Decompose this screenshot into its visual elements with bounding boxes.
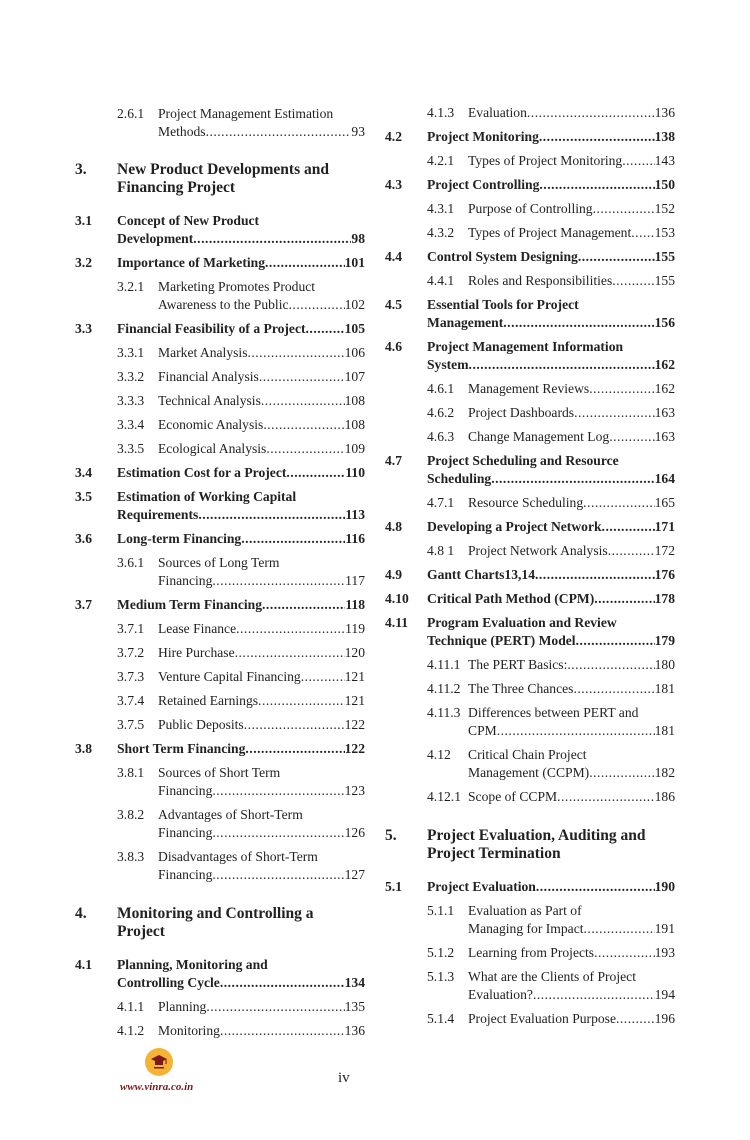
page-ref: 135 [344, 999, 365, 1014]
entry-number: 2.6.1 [117, 106, 145, 121]
dot-leader [593, 200, 655, 218]
dot-leader [206, 123, 352, 141]
page-ref: 196 [654, 1011, 675, 1026]
dot-leader [220, 1022, 345, 1040]
entry-title: Project Evaluation [427, 879, 536, 894]
page-ref: 121 [344, 693, 365, 708]
dot-leader [584, 920, 655, 938]
entry-number: 4.10 [385, 591, 409, 606]
entry-title: System [427, 357, 469, 372]
dot-leader [616, 1010, 655, 1028]
page-ref: 134 [344, 975, 365, 990]
page-ref: 113 [345, 507, 365, 522]
page-ref: 119 [345, 621, 365, 636]
entry-title: Retained Earnings [158, 693, 259, 708]
page-ref: 152 [654, 201, 675, 216]
dot-leader [533, 986, 655, 1004]
entry-number: 4.1.2 [117, 1023, 145, 1038]
dot-leader [245, 740, 344, 758]
entry-number: 4.6.1 [427, 381, 455, 396]
entry-title: Monitoring [158, 1023, 220, 1038]
dot-leader [193, 230, 351, 248]
page-ref: 98 [351, 231, 365, 246]
page-ref: 180 [654, 657, 675, 672]
entry-number: 4.12.1 [427, 789, 461, 804]
entry-title: Planning [158, 999, 207, 1014]
entry-title: Sources of Short Term [158, 765, 281, 780]
entry-title: Roles and Responsibilities [468, 273, 613, 288]
page-ref: 108 [344, 417, 365, 432]
entry-number: 3.6 [75, 531, 92, 546]
entry-title: Short Term Financing [117, 741, 246, 756]
page-ref: 126 [344, 825, 365, 840]
dot-leader [612, 272, 654, 290]
entry-title: Evaluation? [468, 987, 533, 1002]
entry-title: Change Management Log [468, 429, 610, 444]
entry-title: Estimation Cost for a Project [117, 465, 287, 480]
entry-title: Resource Scheduling [468, 495, 584, 510]
dot-leader [261, 392, 345, 410]
entry-title: Public Deposits [158, 717, 244, 732]
page-ref: 110 [345, 465, 365, 480]
dot-leader [583, 494, 654, 512]
dot-leader [301, 668, 345, 686]
entry-number: 3.5 [75, 489, 92, 504]
page-ref: 163 [654, 429, 675, 444]
page-ref: 143 [654, 153, 675, 168]
entry-number: 5.1.1 [427, 903, 455, 918]
entry-title: Project Dashboards [468, 405, 575, 420]
entry-number: 4.5 [385, 297, 402, 312]
dot-leader [594, 944, 655, 962]
entry-title: Awareness to the Public [158, 297, 289, 312]
page-ref: 117 [345, 573, 365, 588]
dot-leader [573, 680, 654, 698]
entry-title: Project Management Estimation [158, 106, 334, 121]
dot-leader [602, 518, 655, 536]
entry-title: Project Network Analysis [468, 543, 608, 558]
page-ref: 171 [654, 519, 675, 534]
page-ref: 118 [345, 597, 365, 612]
entry-number: 4.6 [385, 339, 402, 354]
dot-leader [306, 320, 345, 338]
dot-leader [263, 416, 344, 434]
entry-number: 5.1.4 [427, 1011, 455, 1026]
dot-leader [589, 380, 654, 398]
entry-title: Purpose of Controlling [468, 201, 593, 216]
dot-leader [212, 782, 344, 800]
dot-leader [236, 620, 345, 638]
entry-number: 4.3.1 [427, 201, 455, 216]
dot-leader [265, 254, 345, 272]
dot-leader [574, 404, 655, 422]
entry-title: Types of Project Monitoring [468, 153, 623, 168]
dot-leader [289, 296, 345, 314]
entry-number: 4.12 [427, 747, 451, 762]
entry-title: Development [117, 231, 194, 246]
entry-title: Project [117, 923, 165, 940]
entry-number: 4.2 [385, 129, 402, 144]
entry-number: 3.3.1 [117, 345, 145, 360]
entry-number: 4.1 [75, 957, 92, 972]
page-ref: 105 [344, 321, 365, 336]
dot-leader [491, 470, 654, 488]
entry-title: Venture Capital Financing [158, 669, 301, 684]
dot-leader [527, 104, 655, 122]
entry-number: 4.4.1 [427, 273, 455, 288]
entry-number: 4.11.3 [427, 705, 461, 720]
page-ref: 136 [654, 105, 675, 120]
entry-number: 4.6.2 [427, 405, 455, 420]
page-ref: 153 [654, 225, 675, 240]
entry-title: Financial Feasibility of a Project [117, 321, 306, 336]
entry-title: Disadvantages of Short-Term [158, 849, 318, 864]
entry-title: Financial Analysis [158, 369, 259, 384]
entry-title: Financing [158, 783, 213, 798]
entry-number: 3.7.3 [117, 669, 145, 684]
entry-number: 4.6.3 [427, 429, 455, 444]
entry-title: Financing Project [117, 179, 236, 196]
entry-number: 4.8 [385, 519, 402, 534]
dot-leader [539, 176, 654, 194]
entry-title: Evaluation as Part of [468, 903, 582, 918]
entry-title: Hire Purchase [158, 645, 235, 660]
entry-title: Project Controlling [427, 177, 540, 192]
entry-number: 5.1 [385, 879, 402, 894]
entry-title: Developing a Project Network [427, 519, 602, 534]
dot-leader [594, 590, 654, 608]
entry-title: Long-term Financing [117, 531, 242, 546]
entry-title: Financing [158, 825, 213, 840]
page-ref: 108 [344, 393, 365, 408]
entry-title: Critical Path Method (CPM) [427, 591, 595, 606]
entry-number: 3. [75, 161, 87, 178]
graduation-cap-icon [145, 1048, 173, 1076]
entry-number: 3.8.3 [117, 849, 145, 864]
entry-number: 3.7.2 [117, 645, 145, 660]
entry-title: Ecological Analysis [158, 441, 267, 456]
entry-title: Management Reviews [468, 381, 590, 396]
entry-number: 4.11.2 [427, 681, 461, 696]
entry-number: 5. [385, 827, 397, 844]
dot-leader [198, 506, 345, 524]
page-ref: 122 [344, 717, 365, 732]
dot-leader [608, 542, 655, 560]
dot-leader [631, 224, 654, 242]
page-ref: 123 [344, 783, 365, 798]
entry-title: Scope of CCPM [468, 789, 558, 804]
entry-title: The Three Chances [468, 681, 574, 696]
page-ref: 155 [654, 249, 675, 264]
dot-leader [212, 572, 345, 590]
page-ref: 136 [344, 1023, 365, 1038]
dot-leader [503, 314, 654, 332]
entry-title: What are the Clients of Project [468, 969, 636, 984]
entry-title: Project Evaluation, Auditing and [427, 827, 646, 844]
page-ref: 163 [654, 405, 675, 420]
page-ref: 190 [654, 879, 675, 894]
entry-number: 3.3.5 [117, 441, 145, 456]
dot-leader [557, 788, 654, 806]
entry-title: Project Evaluation Purpose [468, 1011, 616, 1026]
entry-title: Sources of Long Term [158, 555, 280, 570]
dot-leader [266, 440, 344, 458]
dot-leader [578, 248, 655, 266]
entry-number: 4.11.1 [427, 657, 461, 672]
entry-number: 3.3.2 [117, 369, 145, 384]
entry-title: Gantt Charts13,14 [427, 567, 535, 582]
page-number: iv [338, 1070, 350, 1086]
entry-title: Managing for Impact [468, 921, 584, 936]
page-ref: 164 [654, 471, 675, 486]
entry-number: 3.6.1 [117, 555, 145, 570]
dot-leader [609, 428, 654, 446]
dot-leader [259, 368, 345, 386]
page-ref: 162 [654, 381, 675, 396]
entry-number: 4.1.3 [427, 105, 455, 120]
entry-title: Critical Chain Project [468, 747, 587, 762]
page-ref: 182 [654, 765, 675, 780]
entry-title: New Product Developments and [117, 161, 329, 178]
dot-leader [286, 464, 345, 482]
page-ref: 101 [344, 255, 365, 270]
entry-number: 3.8 [75, 741, 92, 756]
page-ref: 162 [654, 357, 675, 372]
dot-leader [535, 566, 655, 584]
entry-number: 3.7 [75, 597, 92, 612]
dot-leader [576, 632, 655, 650]
dot-leader [244, 716, 345, 734]
page-ref: 106 [344, 345, 365, 360]
entry-title: Project Monitoring [427, 129, 539, 144]
entry-title: Importance of Marketing [117, 255, 265, 270]
entry-title: Estimation of Working Capital [117, 489, 297, 504]
entry-title: Project Scheduling and Resource [427, 453, 619, 468]
entry-title: Medium Term Financing [117, 597, 263, 612]
page-ref: 186 [654, 789, 675, 804]
page-ref: 138 [654, 129, 675, 144]
entry-title: Methods [158, 124, 206, 139]
entry-title: Requirements [117, 507, 199, 522]
page-ref: 181 [654, 681, 675, 696]
entry-number: 4.8 1 [427, 543, 455, 558]
entry-number: 4.7 [385, 453, 402, 468]
entry-number: 3.8.2 [117, 807, 145, 822]
website-url[interactable]: www.vinra.co.in [120, 1081, 194, 1093]
dot-leader [212, 824, 344, 842]
entry-title: Learning from Projects [468, 945, 595, 960]
dot-leader [567, 656, 654, 674]
entry-title: Differences between PERT and [468, 705, 639, 720]
page-ref: 109 [344, 441, 365, 456]
entry-number: 4.4 [385, 249, 402, 264]
entry-title: Economic Analysis [158, 417, 264, 432]
entry-title: Evaluation [468, 105, 527, 120]
entry-title: Planning, Monitoring and [117, 957, 268, 972]
entry-title: Marketing Promotes Product [158, 279, 316, 294]
entry-number: 3.2.1 [117, 279, 145, 294]
entry-number: 4.9 [385, 567, 402, 582]
page-ref: 191 [654, 921, 675, 936]
entry-number: 4.1.1 [117, 999, 145, 1014]
entry-title: Financing [158, 867, 213, 882]
entry-number: 3.2 [75, 255, 92, 270]
page-ref: 121 [344, 669, 365, 684]
entry-title: Concept of New Product [117, 213, 260, 228]
entry-title: Market Analysis [158, 345, 248, 360]
page-ref: 179 [654, 633, 675, 648]
dot-leader [241, 530, 345, 548]
dot-leader [235, 644, 345, 662]
dot-leader [247, 344, 344, 362]
page-ref: 178 [654, 591, 675, 606]
page-ref: 120 [344, 645, 365, 660]
entry-number: 3.7.1 [117, 621, 145, 636]
dot-leader [206, 998, 344, 1016]
dot-leader [212, 866, 344, 884]
page-ref: 150 [654, 177, 675, 192]
entry-title: Program Evaluation and Review [427, 615, 617, 630]
entry-number: 3.8.1 [117, 765, 145, 780]
page-ref: 102 [344, 297, 365, 312]
page-ref: 181 [654, 723, 675, 738]
dot-leader [469, 356, 655, 374]
entry-title: Project Management Information [427, 339, 624, 354]
entry-number: 5.1.3 [427, 969, 455, 984]
page-ref: 193 [654, 945, 675, 960]
dot-leader [258, 692, 345, 710]
entry-title: Types of Project Management [468, 225, 632, 240]
entry-title: Financing [158, 573, 213, 588]
entry-title: Management (CCPM) [468, 765, 590, 780]
entry-number: 4.7.1 [427, 495, 455, 510]
entry-title: Control System Designing [427, 249, 578, 264]
entry-title: The PERT Basics: [468, 657, 568, 672]
entry-number: 4. [75, 905, 87, 922]
dot-leader [497, 722, 655, 740]
page-ref: 165 [654, 495, 675, 510]
entry-title: Management [427, 315, 504, 330]
dot-leader [536, 878, 655, 896]
entry-number: 3.3.3 [117, 393, 145, 408]
page-ref: 172 [654, 543, 675, 558]
dot-leader [539, 128, 655, 146]
entry-number: 5.1.2 [427, 945, 455, 960]
dot-leader [622, 152, 654, 170]
entry-number: 3.7.5 [117, 717, 145, 732]
entry-number: 4.11 [385, 615, 409, 630]
entry-title: Scheduling [427, 471, 492, 486]
page-ref: 176 [654, 567, 675, 582]
entry-number: 3.3 [75, 321, 92, 336]
entry-number: 4.3 [385, 177, 402, 192]
entry-title: Essential Tools for Project [427, 297, 579, 312]
dot-leader [220, 974, 345, 992]
dot-leader [262, 596, 345, 614]
page-ref: 194 [654, 987, 675, 1002]
entry-title: Advantages of Short-Term [158, 807, 303, 822]
entry-number: 3.1 [75, 213, 92, 228]
page-ref: 127 [344, 867, 365, 882]
entry-title: Project Termination [427, 845, 561, 862]
entry-number: 3.4 [75, 465, 92, 480]
entry-title: Controlling Cycle [117, 975, 220, 990]
page-ref: 107 [344, 369, 365, 384]
dot-leader [589, 764, 654, 782]
entry-title: Technique (PERT) Model [427, 633, 576, 648]
entry-title: Lease Finance [158, 621, 237, 636]
entry-number: 3.7.4 [117, 693, 145, 708]
entry-number: 3.3.4 [117, 417, 145, 432]
page-ref: 155 [654, 273, 675, 288]
entry-title: Monitoring and Controlling a [117, 905, 314, 922]
entry-title: CPM [468, 723, 497, 738]
page-ref: 93 [351, 124, 365, 139]
entry-title: Technical Analysis [158, 393, 261, 408]
page-ref: 122 [344, 741, 365, 756]
entry-number: 4.3.2 [427, 225, 455, 240]
entry-number: 4.2.1 [427, 153, 455, 168]
page-ref: 156 [654, 315, 675, 330]
page-ref: 116 [345, 531, 365, 546]
